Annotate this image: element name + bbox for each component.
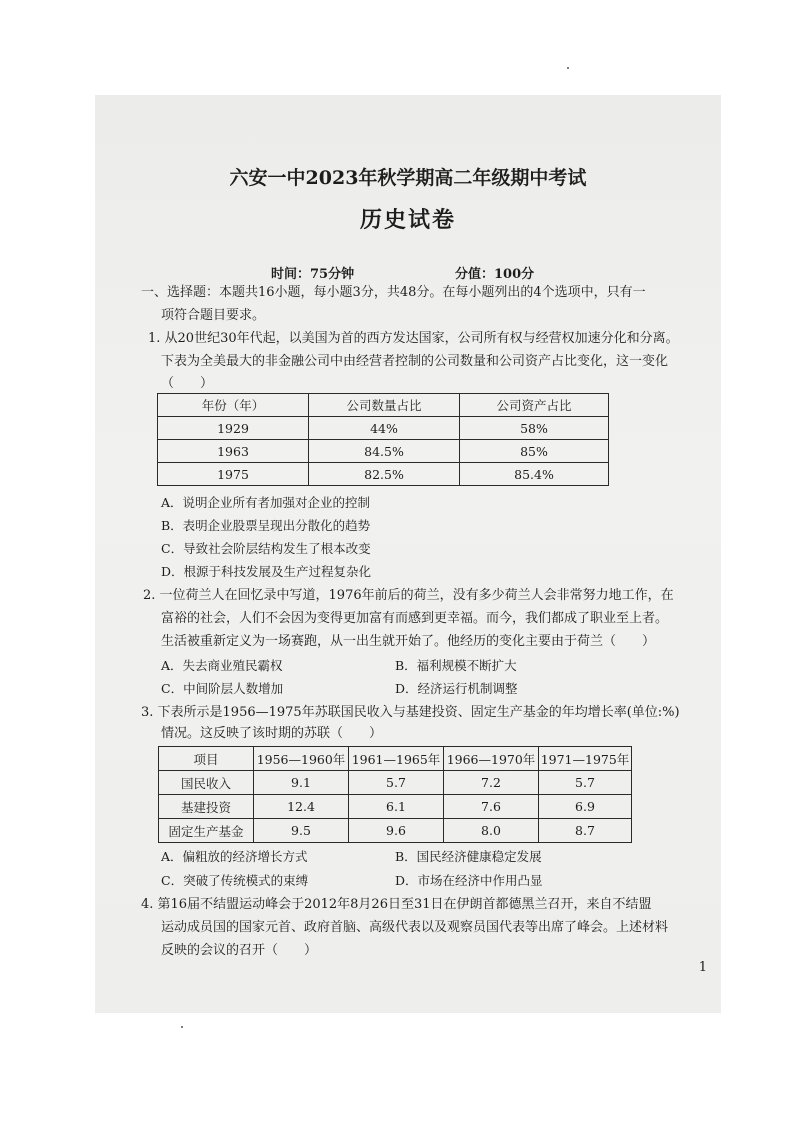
q3-option-b: B．国民经济健康稳定发展	[395, 849, 542, 864]
table-cell: 44%	[309, 417, 460, 440]
q3-option-d: D．市场在经济中作用凸显	[395, 873, 543, 888]
table-cell: 6.9	[539, 795, 632, 819]
q2-option-a: A．失去商业殖民霸权	[161, 658, 283, 673]
table-header: 1956—1960年	[254, 747, 349, 771]
q1-option-a: A．说明企业所有者加强对企业的控制	[161, 495, 371, 510]
table-cell: 1963	[158, 440, 309, 463]
q1-table	[157, 393, 609, 486]
exam-score: 分值：100分	[455, 267, 535, 282]
q4-stem-line2: 运动成员国的国家元首、政府首脑、高级代表以及观察员国代表等出席了峰会。上述材料	[161, 920, 669, 935]
table-cell: 6.1	[349, 795, 444, 819]
table-cell: 固定生产基金	[159, 819, 254, 843]
table-cell: 1975	[158, 463, 309, 486]
table-cell: 58%	[460, 417, 609, 440]
table-header: 1971—1975年	[539, 747, 632, 771]
q1-stem-line2: 下表为全美最大的非金融公司中由经营者控制的公司数量和公司资产占比变化，这一变化	[161, 354, 669, 369]
q2-option-d: D．经济运行机制调整	[395, 681, 518, 696]
q1-blank: （ ）	[161, 376, 214, 391]
table-cell: 基建投资	[159, 795, 254, 819]
exam-time: 时间：75分钟	[271, 267, 355, 282]
q4-stem-line1: 4. 第16届不结盟运动峰会于2012年8月26日至31日在伊朗首都德黑兰召开，来自不结盟	[141, 897, 652, 912]
q1-option-d: D．根源于科技发展及生产过程复杂化	[161, 564, 372, 579]
q2-stem-line3: 生活被重新定义为一场赛跑，从一出生就开始了。他经历的变化主要由于荷兰（ ）	[161, 634, 656, 649]
table-cell: 84.5%	[309, 440, 460, 463]
table-header: 年份（年）	[158, 394, 309, 417]
q4-stem-line3: 反映的会议的召开（ ）	[161, 943, 318, 958]
exam-subtitle: 历史试卷	[359, 207, 456, 233]
table-cell: 7.6	[444, 795, 539, 819]
table-header: 公司数量占比	[309, 394, 460, 417]
page-number: 1	[698, 960, 707, 975]
table-header: 项目	[159, 747, 254, 771]
section-instruction-line2: 项符合题目要求。	[161, 308, 266, 323]
table-cell: 82.5%	[309, 463, 460, 486]
q3-option-a: A．偏粗放的经济增长方式	[161, 849, 308, 864]
table-header: 1966—1970年	[444, 747, 539, 771]
table-row	[158, 440, 609, 463]
table-cell: 8.0	[444, 819, 539, 843]
exam-paper-sheet	[95, 95, 721, 1013]
q3-stem-line2: 情况。这反映了该时期的苏联（ ）	[161, 726, 383, 741]
table-cell: 9.6	[349, 819, 444, 843]
q2-option-c: C．中间阶层人数增加	[161, 681, 284, 696]
table-row	[158, 417, 609, 440]
table-header: 公司资产占比	[460, 394, 609, 417]
table-cell: 85.4%	[460, 463, 609, 486]
table-row	[159, 819, 632, 843]
table-cell: 1929	[158, 417, 309, 440]
speck-mark	[567, 67, 569, 69]
q1-stem-line1: 1. 从20世纪30年代起，以美国为首的西方发达国家，公司所有权与经营权加速分化和分离。	[148, 331, 679, 346]
table-cell: 85%	[460, 440, 609, 463]
section-instruction-line1: 一、选择题：本题共16小题，每小题3分，共48分。在每小题列出的4个选项中，只有一	[141, 285, 646, 300]
table-header: 1961—1965年	[349, 747, 444, 771]
table-row	[159, 795, 632, 819]
q3-stem-line1: 3. 下表所示是1956—1975年苏联国民收入与基建投资、固定生产基金的年均增长率(单位:%)	[141, 705, 680, 720]
table-cell: 8.7	[539, 819, 632, 843]
table-cell: 9.5	[254, 819, 349, 843]
table-cell: 12.4	[254, 795, 349, 819]
speck-mark	[181, 1026, 183, 1028]
q1-option-b: B．表明企业股票呈现出分散化的趋势	[161, 518, 371, 533]
table-cell: 5.7	[349, 771, 444, 795]
table-cell: 国民收入	[159, 771, 254, 795]
q3-table	[158, 746, 632, 843]
table-row	[158, 463, 609, 486]
exam-title: 六安一中2023年秋学期高二年级期中考试	[229, 167, 587, 189]
q2-option-b: B．福利规模不断扩大	[395, 658, 517, 673]
table-row	[159, 771, 632, 795]
q1-option-c: C．导致社会阶层结构发生了根本改变	[161, 541, 371, 556]
q2-stem-line2: 富裕的社会，人们不会因为变得更加富有而感到更幸福。而今，我们都成了职业至上者。	[161, 611, 669, 626]
q3-option-c: C．突破了传统模式的束缚	[161, 873, 309, 888]
table-cell: 9.1	[254, 771, 349, 795]
q2-stem-line1: 2. 一位荷兰人在回忆录中写道，1976年前后的荷兰，没有多少荷兰人会非常努力地工作，在	[143, 588, 674, 603]
table-cell: 7.2	[444, 771, 539, 795]
table-cell: 5.7	[539, 771, 632, 795]
